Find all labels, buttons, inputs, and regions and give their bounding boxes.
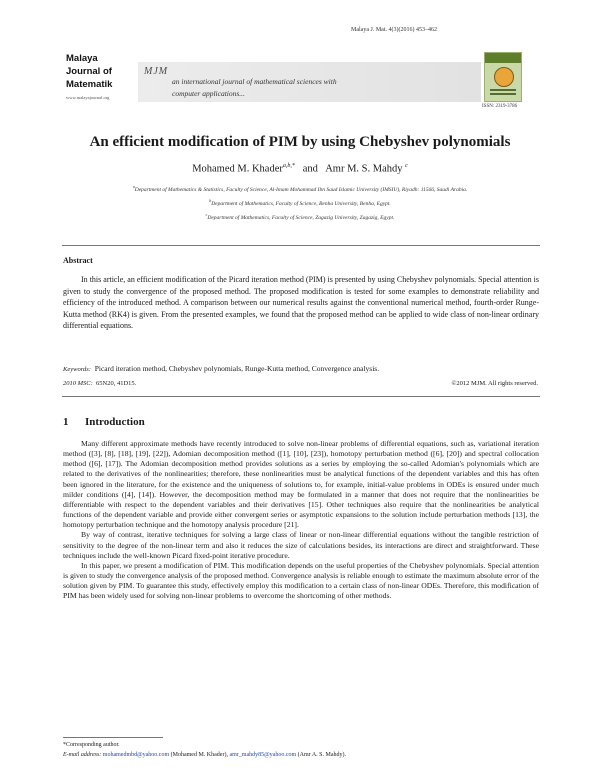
journal-cover-image (484, 52, 522, 102)
abstract-text: In this article, an efficient modification of the Picard iteration method (PIM) is presented by using Chebyshev polynomials. Special attention is given to study the convergence of the proposed method. The proposed modification is tested for some examples to demonstrate reliability and efficiency of the introduced method. A comparison between our numerical results against the conventional numerical method, fourth-order Runge-Kutta method (RK4) is given. From the presented examples, we found that the proposed method can be applied to wide class of non-linear ordinary differential equations. (63, 275, 539, 331)
copyright: ©2012 MJM. All rights reserved. (451, 380, 538, 387)
keywords-label: Keywords: (63, 366, 91, 373)
journal-name-line-3: Matematik (66, 79, 113, 90)
affiliation-c-text: Department of Mathematics, Faculty of Science, Zagazig University, Zagazig, Egypt. (207, 214, 395, 221)
journal-masthead (66, 52, 136, 117)
journal-reference: Malaya J. Mat. 4(3)(2016) 453–462 (351, 27, 437, 33)
author-conjunction: and (302, 163, 318, 175)
author-2-sup: c (405, 163, 408, 169)
section-number: 1 (63, 416, 69, 428)
mjm-tagline (172, 76, 462, 100)
author-1-sup: a,b,* (282, 163, 295, 169)
email-label: E-mail address: (63, 752, 102, 758)
keywords-text: Picard iteration method, Chebyshev polynomials, Runge-Kutta method, Convergence analysis. (94, 364, 380, 373)
author-2: Amr M. S. Mahdy (325, 163, 403, 175)
section-body (63, 439, 539, 602)
journal-website: www.malayajournal.org (66, 95, 110, 100)
affiliation-c-sup: c (205, 212, 208, 217)
affiliation-c (0, 212, 600, 221)
journal-name-line-1: Malaya (66, 53, 98, 64)
section-heading (63, 416, 145, 428)
keywords (63, 364, 539, 373)
mjm-tagline-line-2: computer applications... (172, 89, 245, 98)
email-link-2[interactable]: amr_mahdy85@yahoo.com (229, 752, 297, 758)
abstract-bottom-rule (62, 396, 540, 397)
msc (63, 380, 136, 387)
author-1: Mohamed M. Khader (192, 163, 283, 175)
footnote (63, 740, 539, 760)
email-owner-2: (Amr A. S. Mahdy). (297, 752, 346, 758)
issn: ISSN: 2319-3786 (482, 104, 518, 109)
authors (0, 163, 600, 175)
email-owner-1: (Mohamed M. Khader), (170, 752, 228, 758)
mjm-banner (138, 62, 481, 102)
affiliation-b-sup: b (209, 198, 212, 203)
affiliation-a-sup: a (132, 184, 135, 189)
section-title: Introduction (85, 416, 145, 428)
affiliation-b (0, 198, 600, 207)
footnote-rule (63, 737, 163, 738)
abstract-top-rule (62, 245, 540, 246)
msc-label: 2010 MSC: (63, 380, 93, 387)
affiliation-b-text: Department of Mathematics, Faculty of Science, Benha University, Benha, Egypt. (211, 200, 391, 207)
affiliation-a-text: Department of Mathematics & Statistics, Faculty of Science, Al-Imam Mohammad Ibn Saud Islamic University (IMSIU), Riyadh: 11566, Saudi Arabia. (134, 186, 468, 193)
paragraph: Many different approximate methods have recently introduced to solve non-linear problems of differential equations, such as, variational iteration method ([3], [8], [18], [19], [22]), Adomian decomposition method ([1], [10], [23]), homotopy perturbation method ([6], [20]) and spectral collocation method ([6], [17]). The Adomian decomposition method provides solutions as a series by employing the so-called Adomian's polynomials which are related to the derivatives of the nonlinearities; therefore, these nonlinearities must be analytical functions of the dependent variables and this has often been ignored in the literature, for the existence and the uniqueness of solutions to, for example, initial-value problems in ODEs is ensured under much milder conditions ([4], [14]). However, the decomposition method may be formulated in a manner that does not require that the nonlinearities be differentiable with respect to the dependent variables and their derivatives [15]. Other techniques also require that the nonlinearities be analytical functions of the dependent variable and provide either convergent series or asymptotic expansions to the solution include perturbation methods [13], the homotopy perturbation technique and the homotopy analysis procedure [21]. (63, 439, 539, 530)
journal-name-line-2: Journal of (66, 66, 112, 77)
corresponding-author-note: *Corresponding author. (63, 742, 120, 748)
paragraph: By way of contrast, iterative techniques for solving a large class of linear or non-linear differential equations without the tangible restriction of sensitivity to the degree of the non-linear term and also it reduces the size of calculations besides, its interactions are direct and straightforward. These techniques include the well-known Picard fixed-point iterative procedure. (63, 530, 539, 560)
paragraph: In this paper, we present a modification of PIM. This modification depends on the useful properties of the Chebyshev polynomials. Special attention is given to study the convergence analysis of the proposed method. Convergence analysis is reliable enough to estimate the maximum absolute error of the solution given by PIM. To guarantee this study, effectively employ this modification to a certain class of non-linear ODEs. Therefore, this modification of PIM has been widely used for solving non-linear problems to overcome the shortcoming of other methods. (63, 560, 539, 601)
abstract-heading: Abstract (63, 256, 93, 265)
affiliation-a (0, 184, 600, 193)
email-link-1[interactable]: mohamedmbd@yahoo.com (102, 752, 170, 758)
mjm-logo: MJM (144, 66, 169, 77)
paper-title: An efficient modification of PIM by using Chebyshev polynomials (89, 134, 511, 150)
msc-codes: 65N20, 41D15. (96, 380, 137, 387)
mjm-tagline-line-1: an international journal of mathematical sciences with (172, 77, 337, 86)
